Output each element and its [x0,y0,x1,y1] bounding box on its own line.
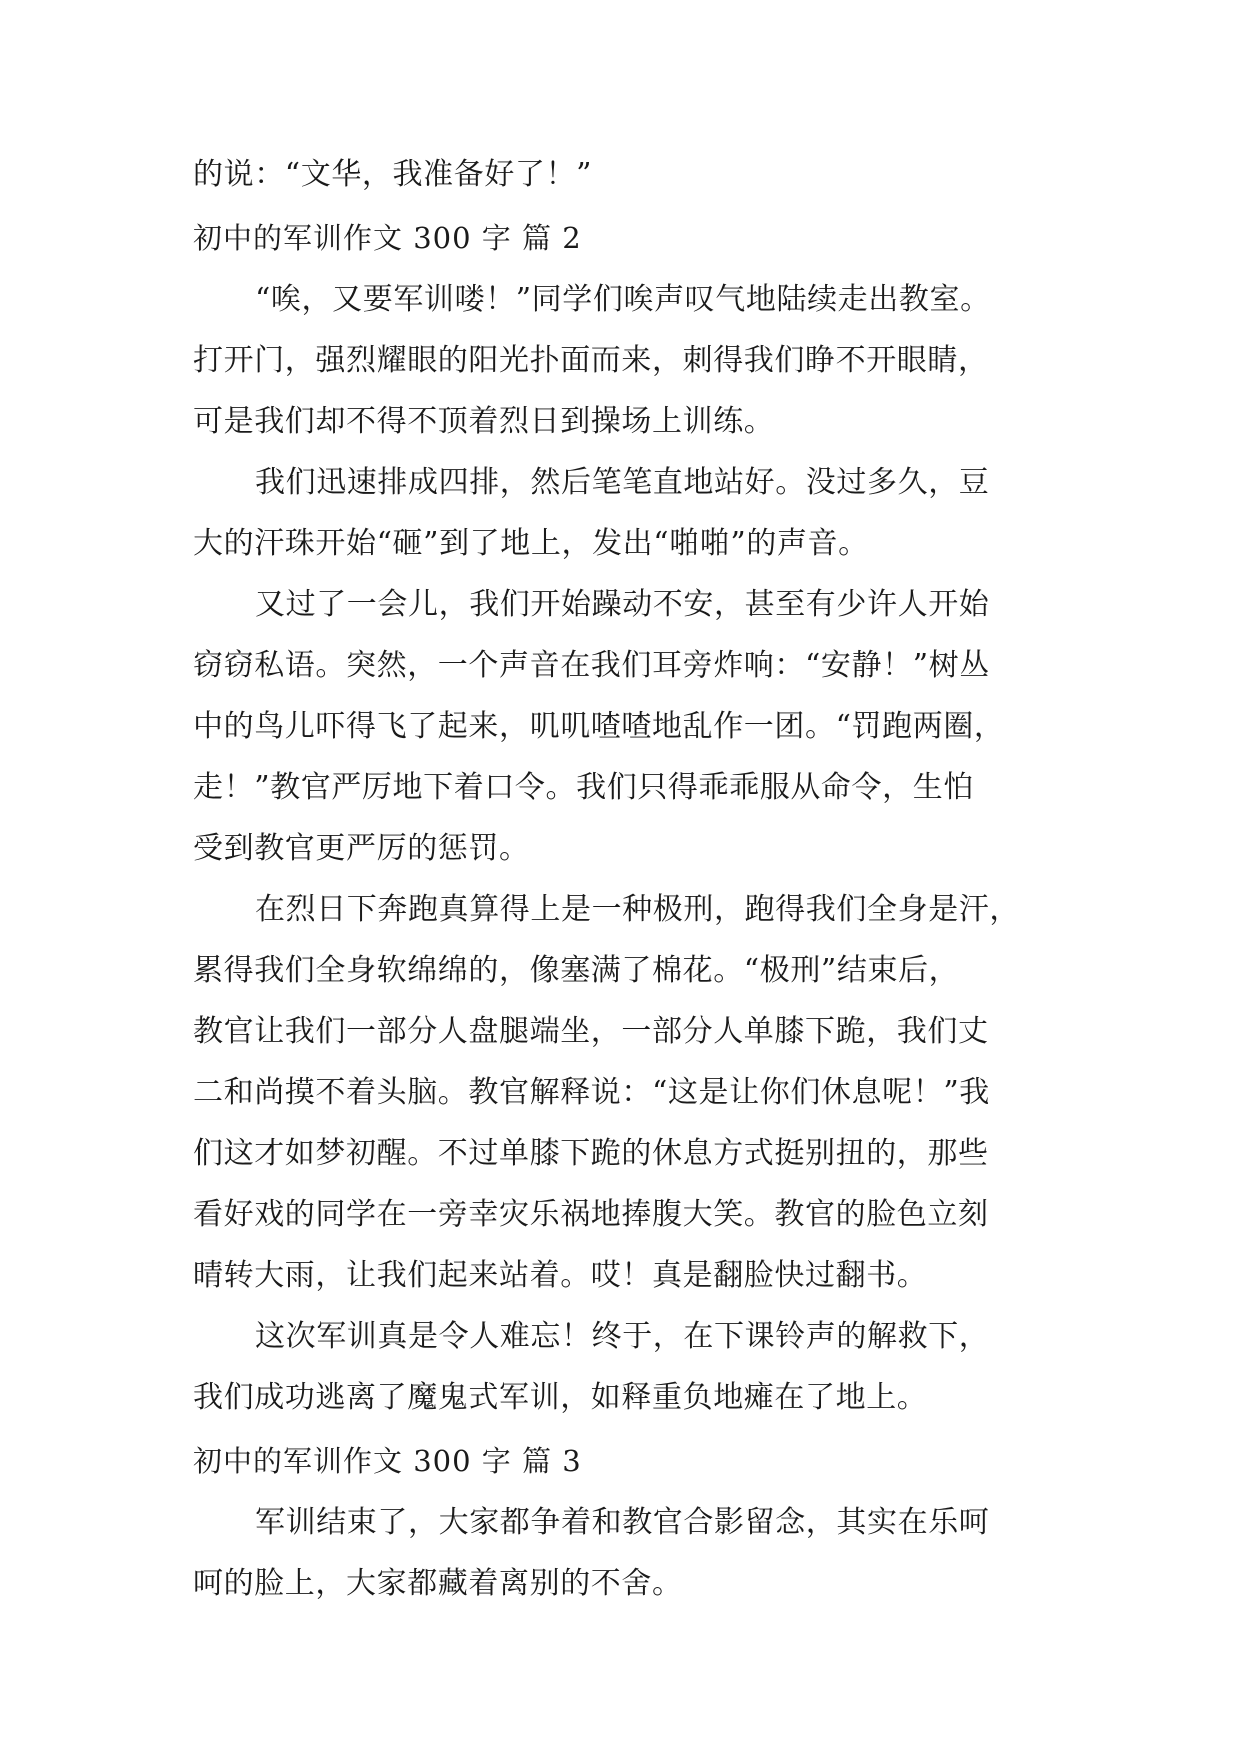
text-line: 教官让我们一部分人盘腿端坐，一部分人单膝下跪，我们丈 [193,1014,989,1049]
text-line: 累得我们全身软绵绵的，像塞满了棉花。“极刑”结束后， [193,953,960,988]
text-line: 中的鸟儿吓得飞了起来，叽叽喳喳地乱作一团。“罚跑两圈， [193,709,1005,744]
text-line: 军训结束了，大家都争着和教官合影留念，其实在乐呵 [255,1505,990,1540]
text-line: 二和尚摸不着头脑。教官解释说：“这是让你们休息呢！”我 [193,1075,990,1110]
text-line: 的说：“文华，我准备好了！” [193,157,593,192]
text-line: 可是我们却不得不顶着烈日到操场上训练。 [193,404,775,439]
text-line: 打开门，强烈耀眼的阳光扑面而来，刺得我们睁不开眼睛， [193,343,989,378]
text-line: 在烈日下奔跑真算得上是一种极刑，跑得我们全身是汗， [255,892,1020,927]
text-line: 受到教官更严厉的惩罚。 [193,831,530,866]
section-heading: 初中的军训作文 300 字 篇 2 [193,221,582,255]
text-line: 窃窃私语。突然，一个声音在我们耳旁炸响：“安静！”树丛 [193,648,990,683]
text-line: 走！”教官严厉地下着口令。我们只得乖乖服从命令，生怕 [193,770,974,805]
text-line: 看好戏的同学在一旁幸灾乐祸地捧腹大笑。教官的脸色立刻 [193,1197,989,1232]
text-line: 大的汗珠开始“砸”到了地上，发出“啪啪”的声音。 [193,526,869,561]
text-line: 我们成功逃离了魔鬼式军训，如释重负地瘫在了地上。 [193,1380,928,1415]
text-line: “唉，又要军训喽！”同学们唉声叹气地陆续走出教室。 [255,282,991,317]
text-line: 我们迅速排成四排，然后笔笔直地站好。没过多久，豆 [255,465,990,500]
section-heading: 初中的军训作文 300 字 篇 3 [193,1444,582,1478]
text-line: 这次军训真是令人难忘！终于，在下课铃声的解救下， [255,1319,990,1354]
text-line: 们这才如梦初醒。不过单膝下跪的休息方式挺别扭的，那些 [193,1136,989,1171]
text-line: 晴转大雨，让我们起来站着。哎！真是翻脸快过翻书。 [193,1258,928,1293]
text-line: 又过了一会儿，我们开始躁动不安，甚至有少许人开始 [255,587,990,622]
text-line: 呵的脸上，大家都藏着离别的不舍。 [193,1566,683,1601]
